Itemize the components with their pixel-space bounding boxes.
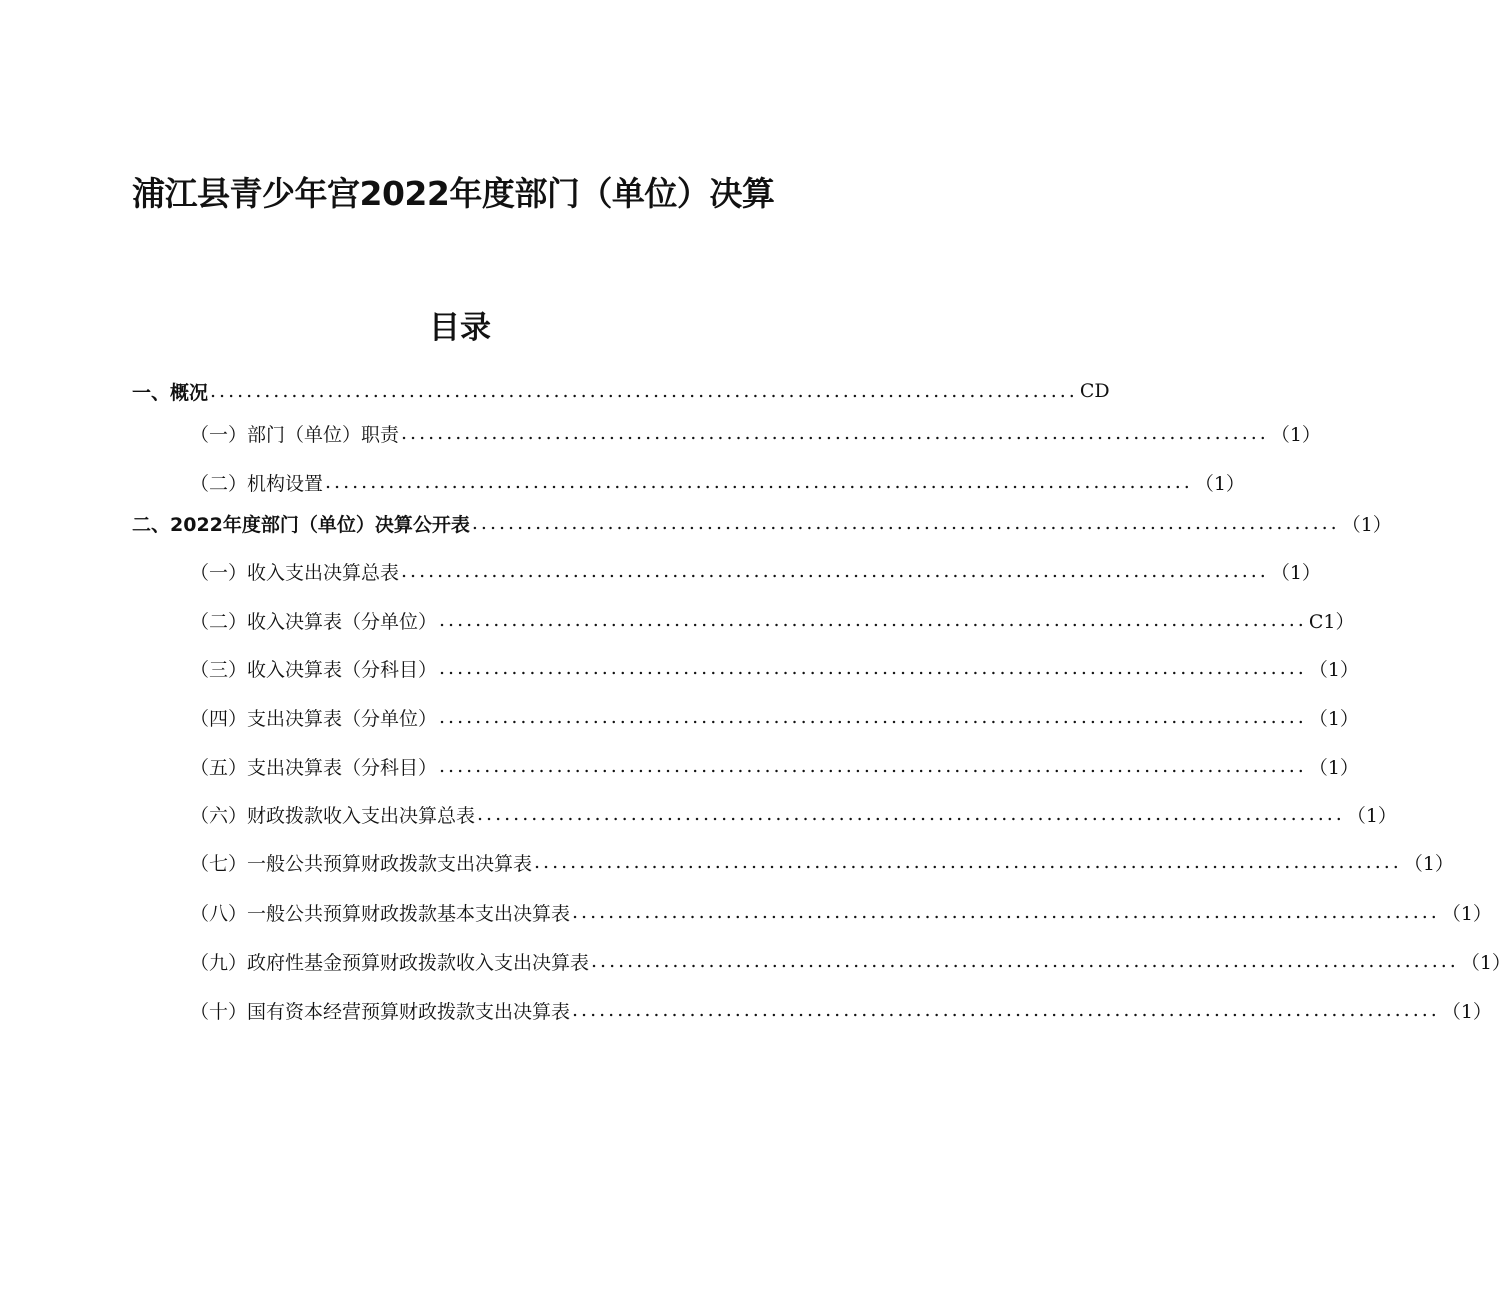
toc-page-number: （1） xyxy=(1341,513,1392,536)
toc-page-number: CD xyxy=(1079,380,1110,402)
toc-leader-dots: ................................................................................................ xyxy=(439,609,1307,631)
toc-page-number: （1） xyxy=(1308,756,1359,779)
toc-leader-dots: ................................................................................................ xyxy=(572,999,1440,1021)
toc-page-number: （1） xyxy=(1441,902,1492,925)
toc-entry-public-tables[interactable] xyxy=(132,508,1392,538)
toc-entry-label: （二）收入决算表（分单位） xyxy=(190,610,438,633)
toc-entry-label: （一）收入支出决算总表 xyxy=(190,561,400,584)
toc-entry-organization[interactable] xyxy=(190,467,1245,497)
toc-page-number: （1） xyxy=(1308,658,1359,681)
toc-entry-label: （四）支出决算表（分单位） xyxy=(190,707,438,730)
toc-entry-label: 一、概况 xyxy=(132,381,209,404)
toc-entry-label: （一）部门（单位）职责 xyxy=(190,423,400,446)
toc-leader-dots: ................................................................................................ xyxy=(325,471,1193,493)
toc-heading: 目录 xyxy=(429,310,491,346)
toc-page-number: C1） xyxy=(1308,610,1355,633)
toc-entry-table-10[interactable] xyxy=(190,995,1492,1025)
toc-page-number: （1） xyxy=(1270,561,1321,584)
toc-entry-table-6[interactable] xyxy=(190,799,1397,829)
toc-entry-label: （九）政府性基金预算财政拨款收入支出决算表 xyxy=(190,951,590,974)
toc-entry-table-2[interactable] xyxy=(190,605,1355,635)
toc-entry-label: （七）一般公共预算财政拨款支出决算表 xyxy=(190,852,533,875)
toc-entry-table-4[interactable] xyxy=(190,702,1359,732)
toc-entry-duties[interactable] xyxy=(190,418,1321,448)
toc-leader-dots: ................................................................................................ xyxy=(471,512,1340,534)
toc-entry-table-7[interactable] xyxy=(190,847,1454,877)
toc-page-number: （1） xyxy=(1441,1000,1492,1023)
toc-leader-dots: ................................................................................................ xyxy=(439,657,1307,679)
toc-page-number: （1） xyxy=(1308,707,1359,730)
toc-page-number: （1） xyxy=(1460,951,1511,974)
toc-leader-dots: ................................................................................................ xyxy=(534,851,1402,873)
toc-leader-dots: ................................................................................................ xyxy=(477,803,1345,825)
toc-entry-table-5[interactable] xyxy=(190,751,1359,781)
toc-entry-table-8[interactable] xyxy=(190,897,1492,927)
toc-page-number: （1） xyxy=(1403,852,1454,875)
document-title: 浦江县青少年宫2022年度部门（单位）决算 xyxy=(132,174,775,213)
toc-page-number: （1） xyxy=(1270,423,1321,446)
toc-leader-dots: ................................................................................................ xyxy=(401,560,1269,582)
toc-entry-table-3[interactable] xyxy=(190,653,1359,683)
toc-entry-table-9[interactable] xyxy=(190,946,1511,976)
toc-leader-dots: ................................................................................................ xyxy=(210,380,1078,402)
toc-entry-label: （三）收入决算表（分科目） xyxy=(190,658,438,681)
toc-leader-dots: ................................................................................................ xyxy=(572,901,1440,923)
toc-entry-overview[interactable] xyxy=(132,376,1110,406)
toc-leader-dots: ................................................................................................ xyxy=(439,706,1307,728)
toc-entry-label: 二、2022年度部门（单位）决算公开表 xyxy=(132,513,470,536)
toc-leader-dots: ................................................................................................ xyxy=(401,422,1269,444)
toc-entry-label: （五）支出决算表（分科目） xyxy=(190,756,438,779)
toc-entry-label: （六）财政拨款收入支出决算总表 xyxy=(190,804,476,827)
toc-leader-dots: ................................................................................................ xyxy=(439,755,1307,777)
toc-entry-label: （八）一般公共预算财政拨款基本支出决算表 xyxy=(190,902,571,925)
toc-entry-table-1[interactable] xyxy=(190,556,1321,586)
toc-page-number: （1） xyxy=(1194,472,1245,495)
toc-leader-dots: ................................................................................................ xyxy=(591,950,1459,972)
toc-entry-label: （二）机构设置 xyxy=(190,472,324,495)
toc-page-number: （1） xyxy=(1346,804,1397,827)
toc-entry-label: （十）国有资本经营预算财政拨款支出决算表 xyxy=(190,1000,571,1023)
